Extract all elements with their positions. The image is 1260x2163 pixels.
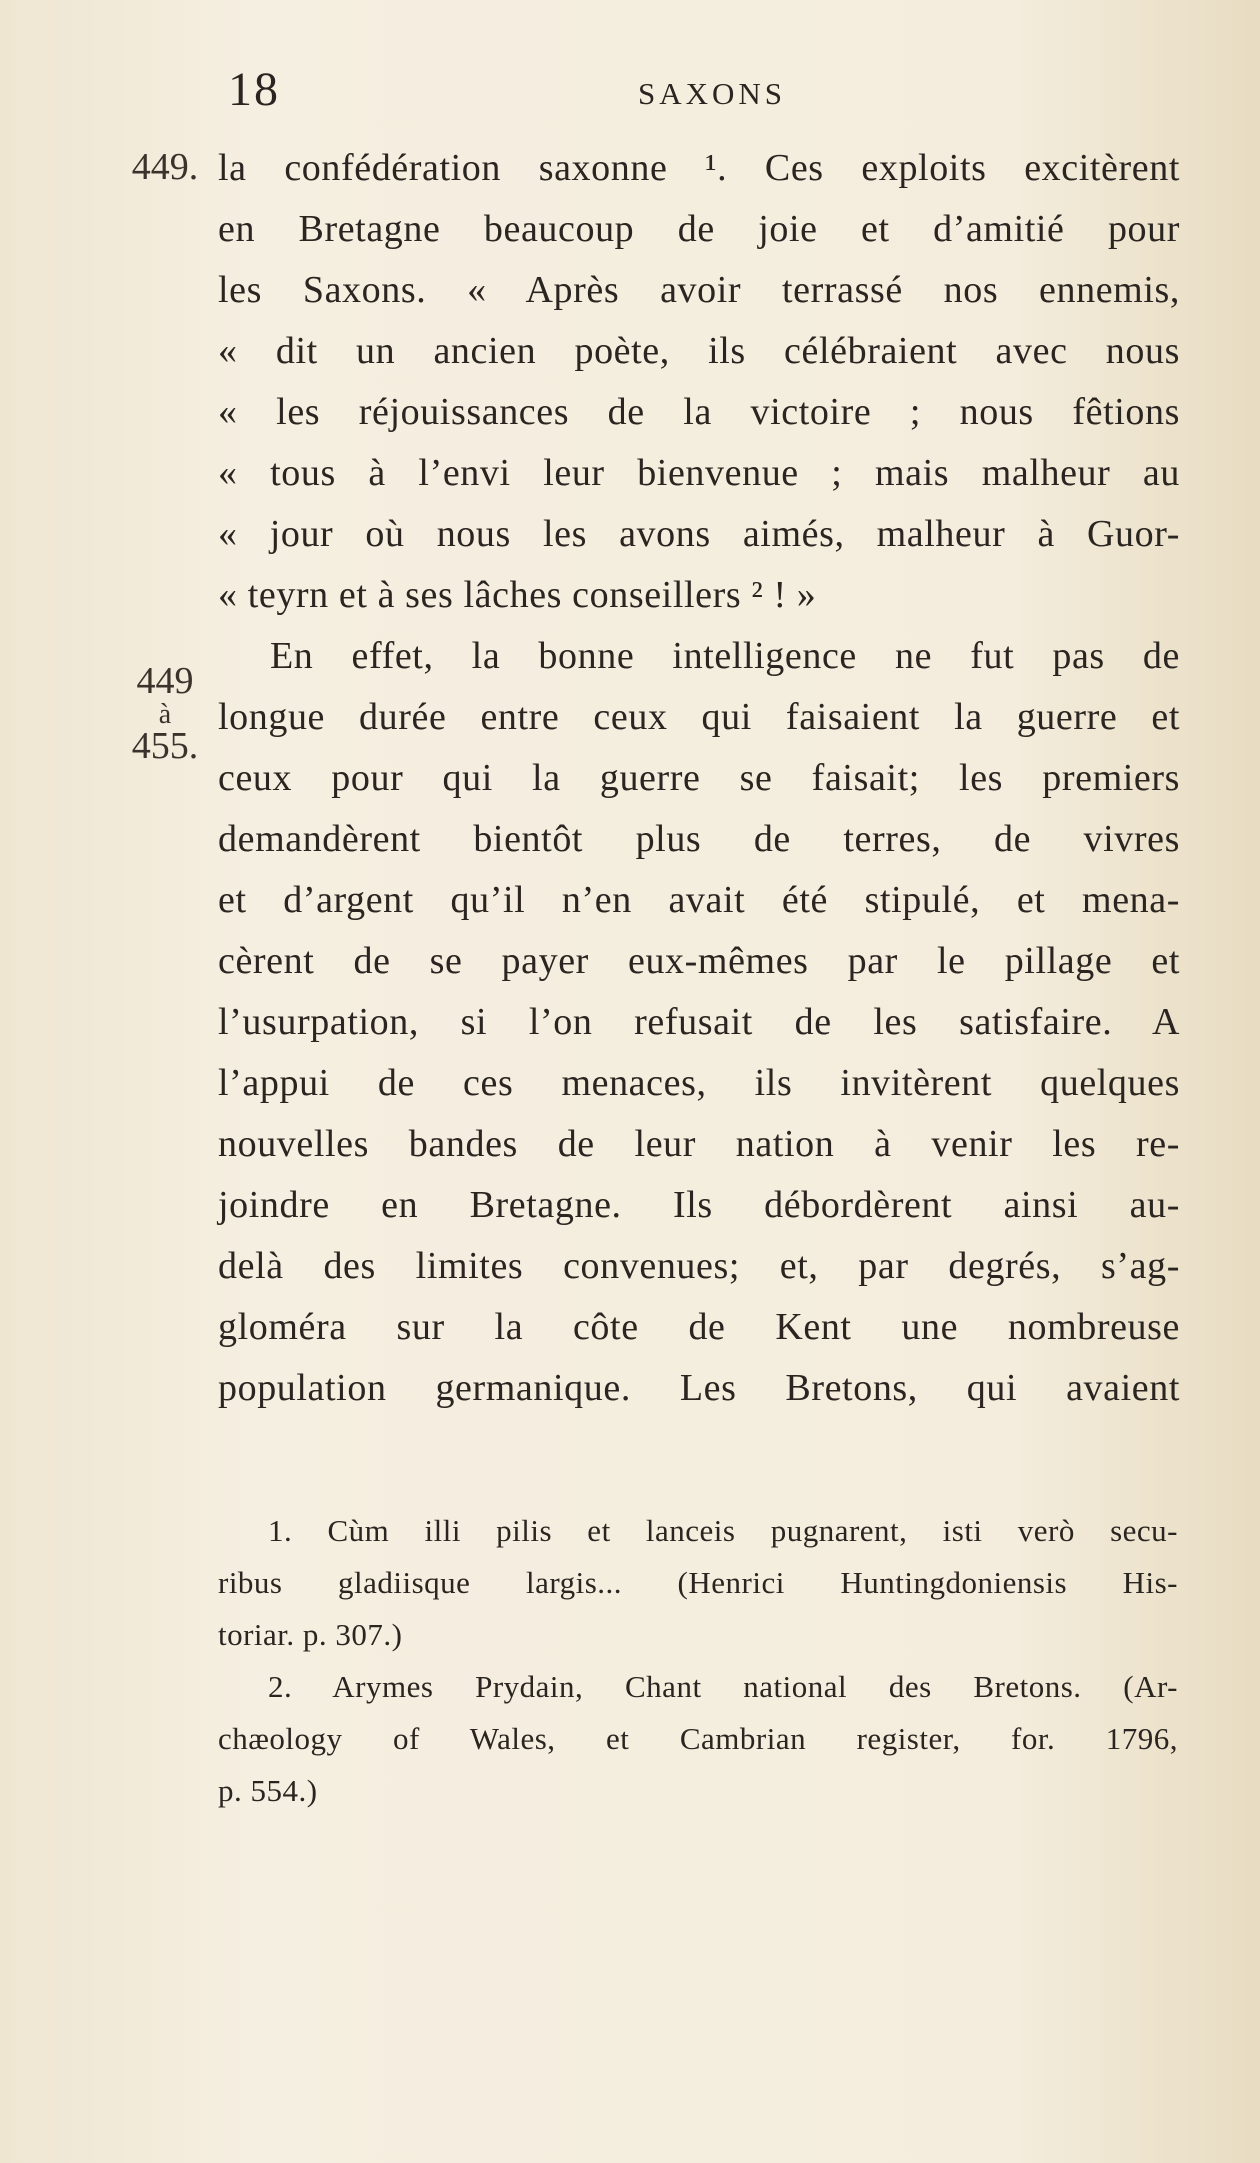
footnote-line: p. 554.) <box>218 1773 318 1808</box>
text-line: la confédération saxonne ¹. Ces exploits excitèrent <box>218 147 1180 189</box>
text-line: population germanique. Les Bretons, qui avaient <box>218 1367 1180 1409</box>
text-line: En effet, la bonne intelligence ne fut pas de <box>270 635 1180 677</box>
text-line: longue durée entre ceux qui faisaient la guerre et <box>218 696 1180 738</box>
main-text <box>218 138 1180 1419</box>
text-line: et d’argent qu’il n’en avait été stipulé, et mena- <box>218 879 1180 921</box>
text-line: gloméra sur la côte de Kent une nombreuse <box>218 1306 1180 1348</box>
page-number: 18 <box>228 63 280 116</box>
text-line: « teyrn et à ses lâches conseillers ² ! » <box>218 574 817 616</box>
footnote-line: toriar. p. 307.) <box>218 1617 403 1652</box>
text-line: « tous à l’envi leur bienvenue ; mais malheur au <box>218 452 1180 494</box>
text-line: « les réjouissances de la victoire ; nous fêtions <box>218 391 1180 433</box>
text-line: l’usurpation, si l’on refusait de les satisfaire. A <box>218 1001 1180 1043</box>
footnote-line: ribus gladiisque largis... (Henrici Huntingdoniensis His- <box>218 1565 1178 1600</box>
text-line: en Bretagne beaucoup de joie et d’amitié pour <box>218 208 1180 250</box>
page-header <box>218 62 1178 122</box>
margin-date-449: 449. <box>131 146 199 188</box>
text-line: l’appui de ces menaces, ils invitèrent quelques <box>218 1062 1180 1104</box>
text-line: joindre en Bretagne. Ils débordèrent ainsi au- <box>218 1184 1180 1226</box>
footnote-line: 1. Cùm illi pilis et lanceis pugnarent, isti verò secu- <box>268 1513 1178 1548</box>
margin-date-range <box>115 662 215 767</box>
footnote-line: 2. Arymes Prydain, Chant national des Bretons. (Ar- <box>268 1669 1178 1704</box>
margin-date-range-mid: à <box>158 698 172 730</box>
margin-date-range-end: 455. <box>131 725 199 768</box>
text-line: « dit un ancien poète, ils célébraient avec nous <box>218 330 1180 372</box>
text-line: nouvelles bandes de leur nation à venir les re- <box>218 1123 1180 1165</box>
text-line: « jour où nous les avons aimés, malheur à Guor- <box>218 513 1180 555</box>
margin-date-range-start: 449 <box>136 660 194 702</box>
text-line: cèrent de se payer eux-mêmes par le pillage et <box>218 940 1180 982</box>
text-line: demandèrent bientôt plus de terres, de vivres <box>218 818 1180 860</box>
text-line: les Saxons. « Après avoir terrassé nos ennemis, <box>218 269 1180 311</box>
footnote-line: chæology of Wales, et Cambrian register, for. 1796, <box>218 1721 1178 1756</box>
running-title: SAXONS <box>638 76 787 111</box>
text-line: ceux pour qui la guerre se faisait; les premiers <box>218 757 1180 799</box>
text-line: delà des limites convenues; et, par degrés, s’ag- <box>218 1245 1180 1287</box>
footnotes <box>218 1505 1178 1817</box>
